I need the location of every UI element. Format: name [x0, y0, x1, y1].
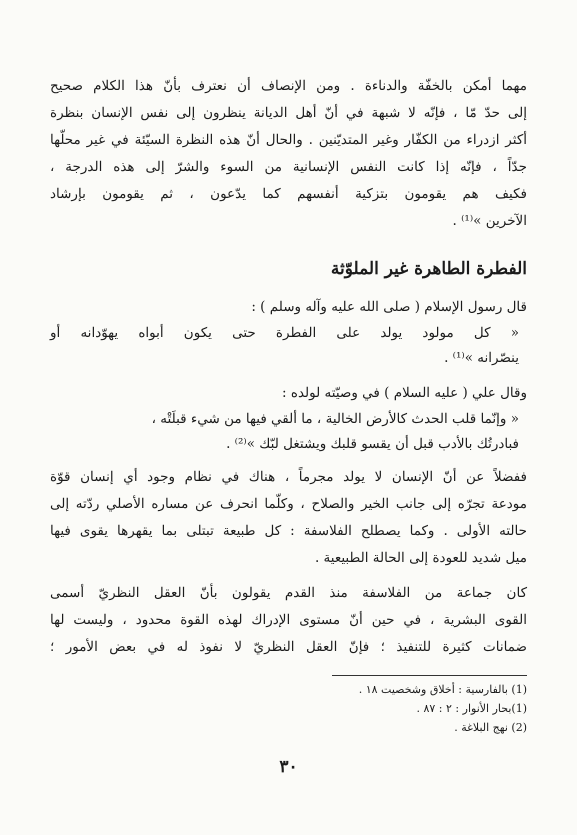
footnote-2: (1)بحار الأنوار : ٢ : ٨٧ .: [416, 702, 527, 715]
footnote-3: (2) نهج البلاغة .: [454, 721, 527, 734]
paragraph-2-line-4: ميل شديد للعودة إلى الحالة الطبيعية .: [314, 550, 527, 566]
page-number: ٣٠: [279, 757, 298, 777]
paragraph-1-line-5: فكيف هم يقومون بتزكية أنفسهم كما يدّعون ، ثم يقومون بإرشاد: [50, 186, 527, 202]
hadith-1-quote-line-2: ينصّرانه »⁽¹⁾ .: [444, 350, 519, 366]
paragraph-1-line-2: إلى حدّ مّا ، فإنّه لا شبهة في أنّ أهل الديانة ينظرون إلى نفس الإنسان بنظرة: [50, 105, 527, 121]
footnote-divider: [332, 675, 527, 676]
hadith-1-quote-line-1: « كل مولود يولد على الفطرة حتى يكون أبواه يهوّدانه أو: [50, 325, 519, 341]
paragraph-2-line-1: ففضلاً عن أنّ الإنسان لا يولد مجرماً ، هناك في نظام وجود أي إنسان قوّة: [50, 469, 527, 485]
paragraph-2-line-3: حالته الأولى . وكما يصطلح الفلاسفة : كل طبيعة تبتلى بما يقهرها يقوى فيها: [50, 523, 527, 539]
hadith-2-quote-line-2: فبادرتُك بالأدب قبل أن يقسو قلبك ويشتغل لبّك »⁽²⁾ .: [226, 436, 519, 452]
paragraph-3-line-3: ضمانات كثيرة للتنفيذ ؛ فإنّ العقل النظريّ لا نفوذ له في بعض الأمور ؛: [50, 639, 527, 655]
paragraph-1-line-1: مهما أمكن بالخفّة والدناءة . ومن الإنصاف أن نعترف بأنّ هذا الكلام صحيح: [50, 78, 527, 94]
hadith-2-intro: وقال علي ( عليه السلام ) في وصيّته لولده :: [282, 385, 527, 401]
paragraph-3-line-2: القوى البشرية ، في حين أنّ مستوى الإدراك لهذه القوة محدود ، وليست لها: [50, 612, 527, 628]
paragraph-2-line-2: مودعة تجرّه إلى جانب الخير والصلاح ، وكلّما انحرف عن مساره الأصلي ردّته إلى: [50, 496, 527, 512]
hadith-1-intro: قال رسول الإسلام ( صلى الله عليه وآله وسلم ) :: [251, 299, 527, 315]
section-heading: الفطرة الطاهرة غير الملوّثة: [330, 259, 527, 279]
paragraph-1-line-3: أكثر ازدراء من الكفّار وغير المتديّنين . والحال أنّ هذه النظرة السيّئة في غير محلّها: [50, 132, 527, 148]
paragraph-1-line-6: الآخرين »⁽¹⁾ .: [452, 213, 527, 229]
footnote-1: (1) بالفارسية : أخلاق وشخصيت ١٨ .: [358, 683, 527, 696]
paragraph-3-line-1: كان جماعة من الفلاسفة منذ القدم يقولون بأنّ العقل النظريّ أسمى: [50, 585, 527, 601]
paragraph-1-line-4: جدّاً ، فإنّه إذا كانت النفس الإنسانية من السوء والشرّ إلى هذه الدرجة ،: [50, 159, 527, 175]
hadith-2-quote-line-1: « وإنّما قلب الحدث كالأرض الخالية ، ما ألقي فيها من شيء قبلَتْه ،: [151, 411, 519, 427]
